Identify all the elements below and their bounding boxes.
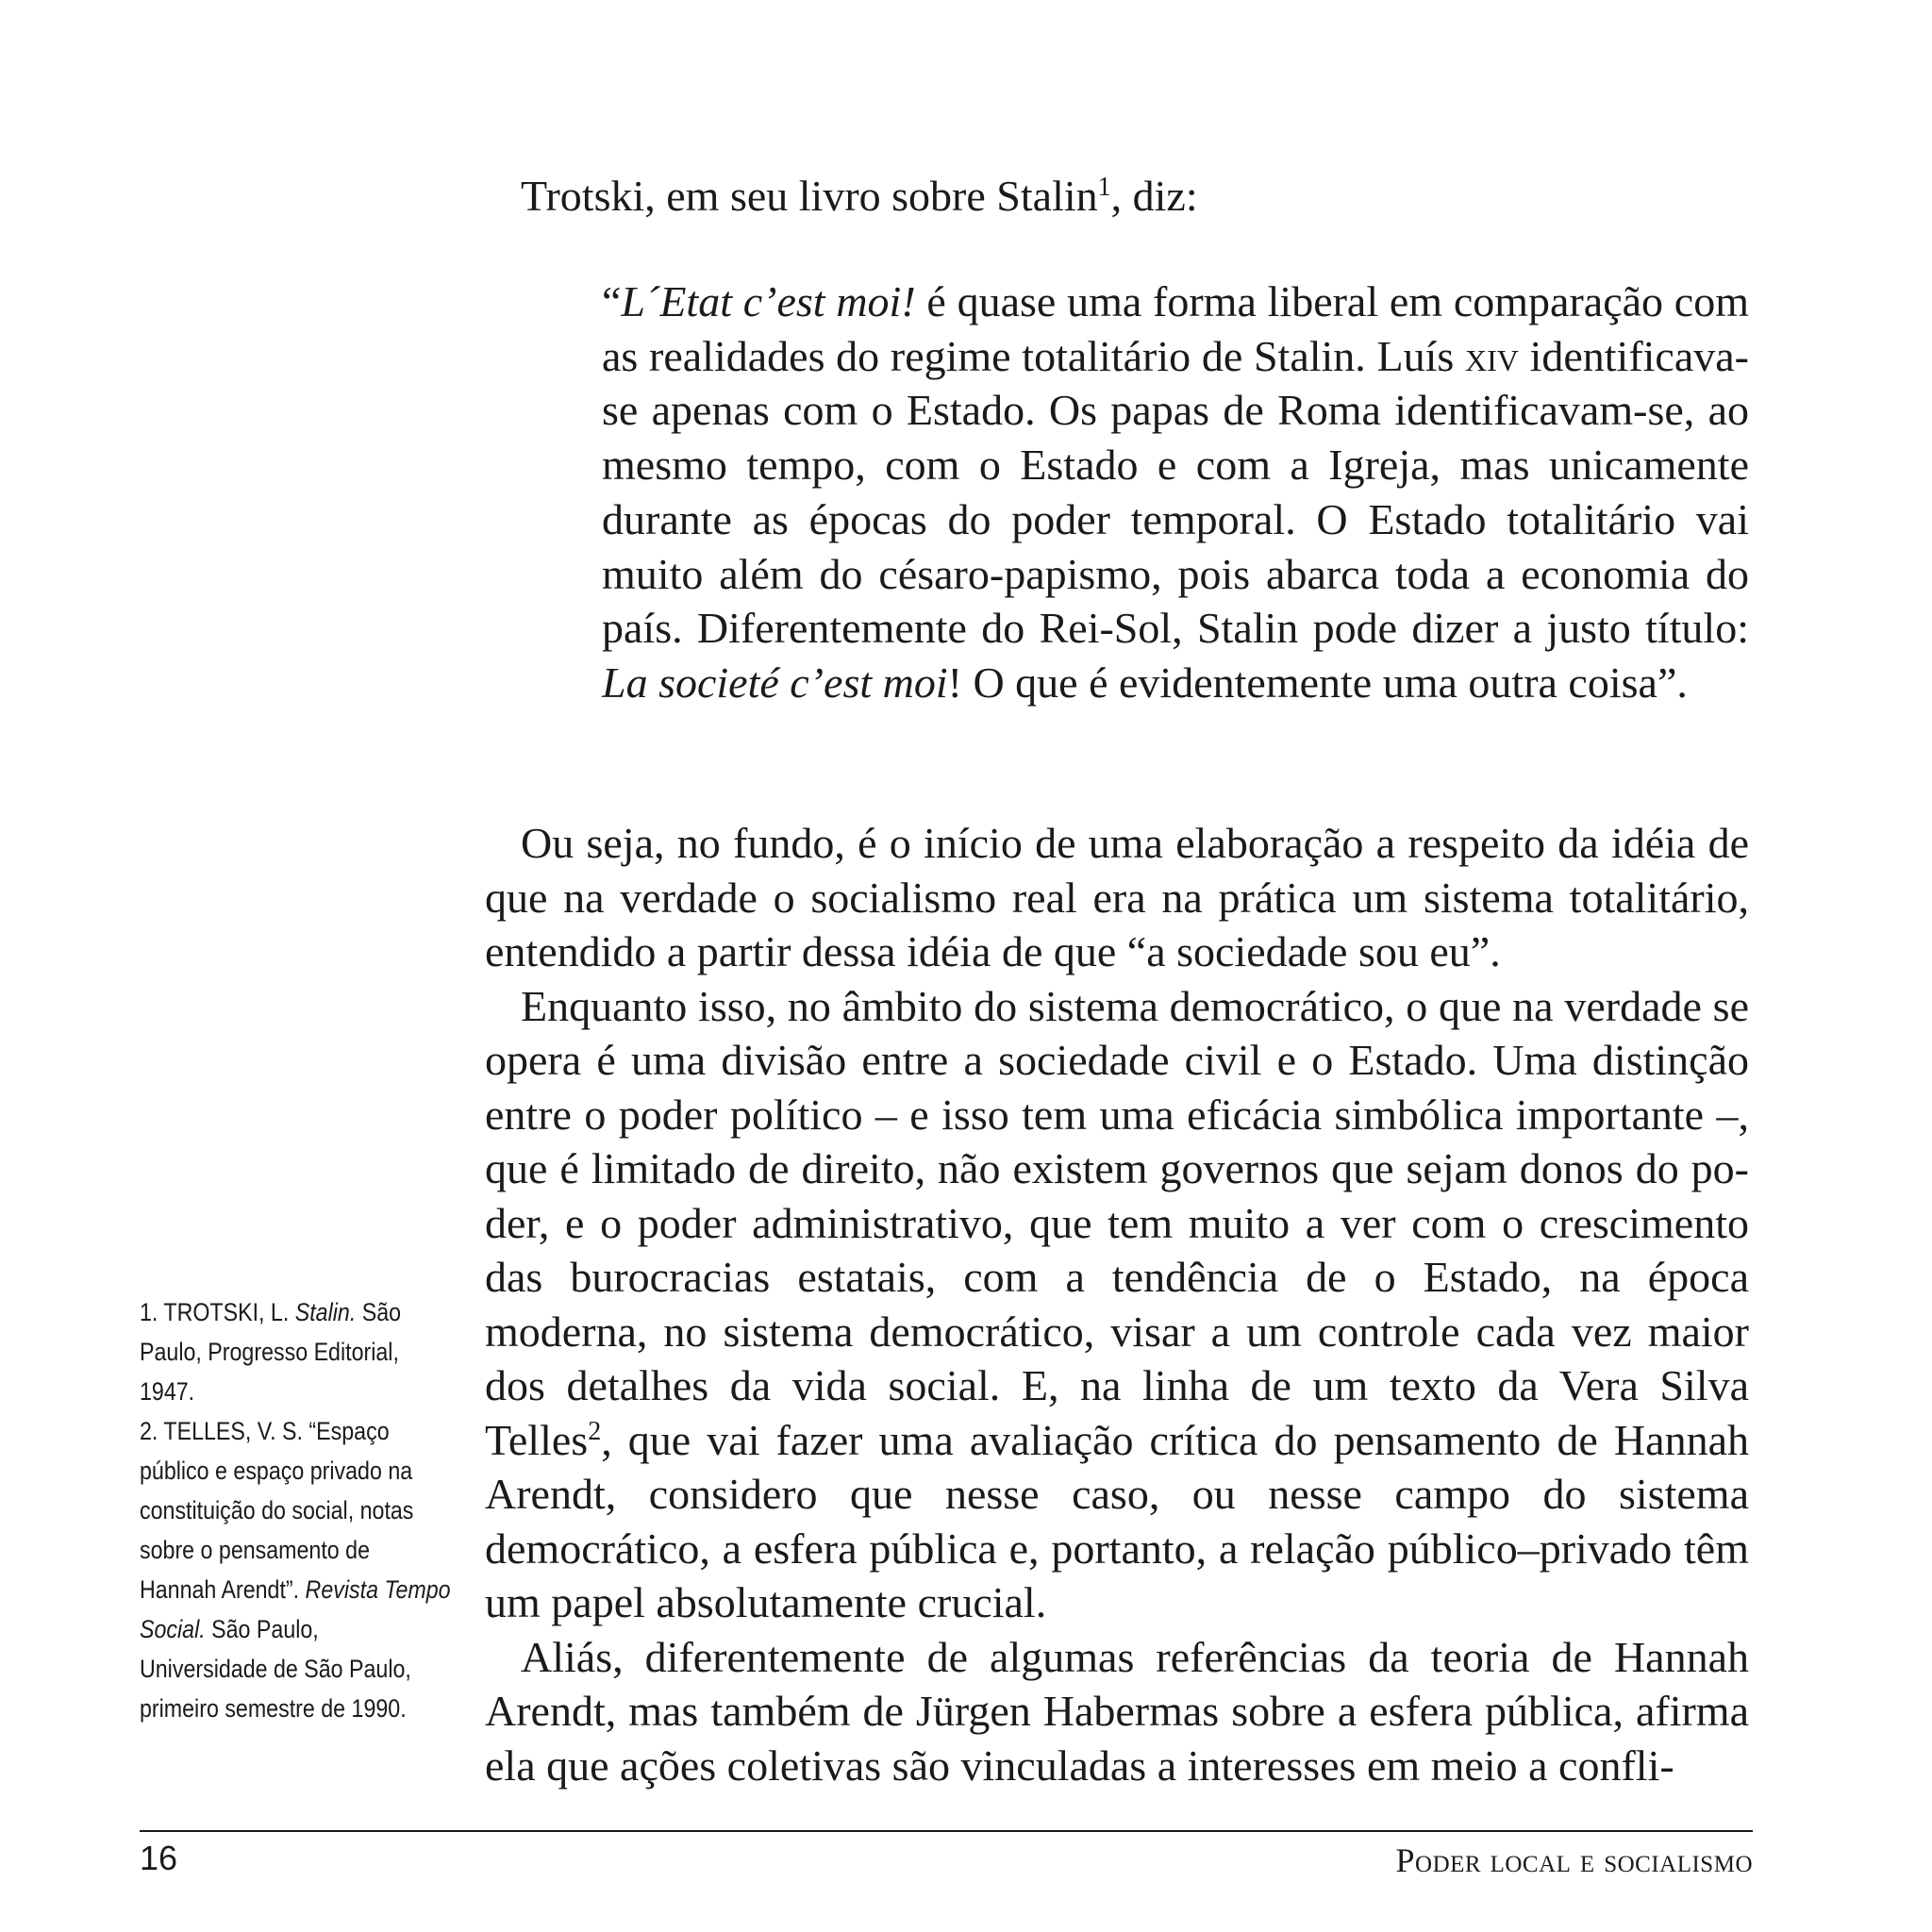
footnote-2 <box>140 1411 451 1728</box>
footnote-2-italic: Revista Tempo Social. <box>140 1575 451 1643</box>
footnotes <box>140 1292 451 1728</box>
quote-text-3: ! O que é evidentemente uma outra coisa”. <box>947 658 1688 707</box>
quote-roman-numeral: xiv <box>1464 331 1519 380</box>
footnote-1-text-b: São Paulo, Progresso Editorial, 1947. <box>140 1298 402 1406</box>
block-quote <box>602 275 1749 710</box>
page-number: 16 <box>140 1839 178 1877</box>
footnote-ref-1[interactable]: 1 <box>1097 173 1111 202</box>
footnote-2-text-a: 2. TELLES, V. S. “Espaço público e espaço privado na constituição do social, notas sobre o pensamento de Hannah Arendt”. <box>140 1417 414 1604</box>
quote-text-1: é quase uma forma liberal em comparação com as realidades do regime totalitário de Stalin. Luís <box>602 277 1749 380</box>
footnote-ref-2[interactable]: 2 <box>588 1416 602 1446</box>
quote-italic-letat: L´Etat c’est moi! <box>621 277 916 325</box>
intro-tail: , diz: <box>1110 172 1198 220</box>
quote-open-mark: “ <box>602 277 622 325</box>
paragraph-2-text-b: , que vai fazer uma avaliação crítica do pensamento de Hannah Arendt, considero que nesse caso, ou nesse campo do sistema democrático, a esfera pública e, portanto, a relação público–privado têm um papel absolutamente crucial. <box>485 1415 1749 1626</box>
intro-line <box>521 168 1747 225</box>
footnote-2-text-b: São Paulo, Universidade de São Paulo, primeiro semestre de 1990. <box>140 1615 411 1723</box>
paragraph-1: Ou seja, no fundo, é o início de uma elaboração a respeito da idéia de que na verdade o socialismo real era na prática um sistema totalitário, entendido a partir dessa idéia de que “a sociedade sou eu”. <box>485 819 1749 975</box>
footnote-1-text-a: 1. TROTSKI, L. <box>140 1298 295 1326</box>
footnote-1-italic: Stalin. <box>294 1298 357 1326</box>
paragraph-2-text-a: Enquanto isso, no âmbito do sistema democrático, o que na verdade se opera é uma divisão entre a sociedade civil e o Estado. Uma distinção entre o poder político – e isso tem uma eficácia simbólica importante –, que é limitado de direito, não existem governos que sejam donos do poder, e o poder administrativo, que tem muito a ver com o crescimento das burocracias estatais, com a tendência de o Estado, na época moderna, no sistema democrático, visar a um controle cada vez maior dos detalhes da vida social. E, na linha de um texto da Vera Silva Telles <box>485 981 1749 1464</box>
quote-italic-societe: La societé c’est moi <box>602 658 948 707</box>
paragraph-3: Aliás, diferentemente de algumas referências da teoria de Hannah Arendt, mas também de Jürgen Habermas sobre a esfera pública, afirma ela que ações coletivas são vinculadas a interesses em meio a confli- <box>485 1632 1749 1790</box>
paragraph-2 <box>485 979 1749 1630</box>
body-text <box>485 816 1749 1792</box>
running-head: Poder local e socialismo <box>1395 1841 1753 1879</box>
footnote-1 <box>140 1292 451 1411</box>
quote-text-2: identificava-se apenas com o Estado. Os papas de Roma identificavam-se, ao mesmo tempo, com o Estado e com a Igreja, mas unicamente durante as épocas do poder temporal. O Estado totalitário vai muito além do césaro-papismo, pois abarca toda a economia do país. Diferentemente do Rei-Sol, Stalin pode dizer a justo título: <box>602 331 1749 653</box>
intro-text: Trotski, em seu livro sobre Stalin <box>521 172 1098 220</box>
footer-rule <box>140 1830 1753 1832</box>
